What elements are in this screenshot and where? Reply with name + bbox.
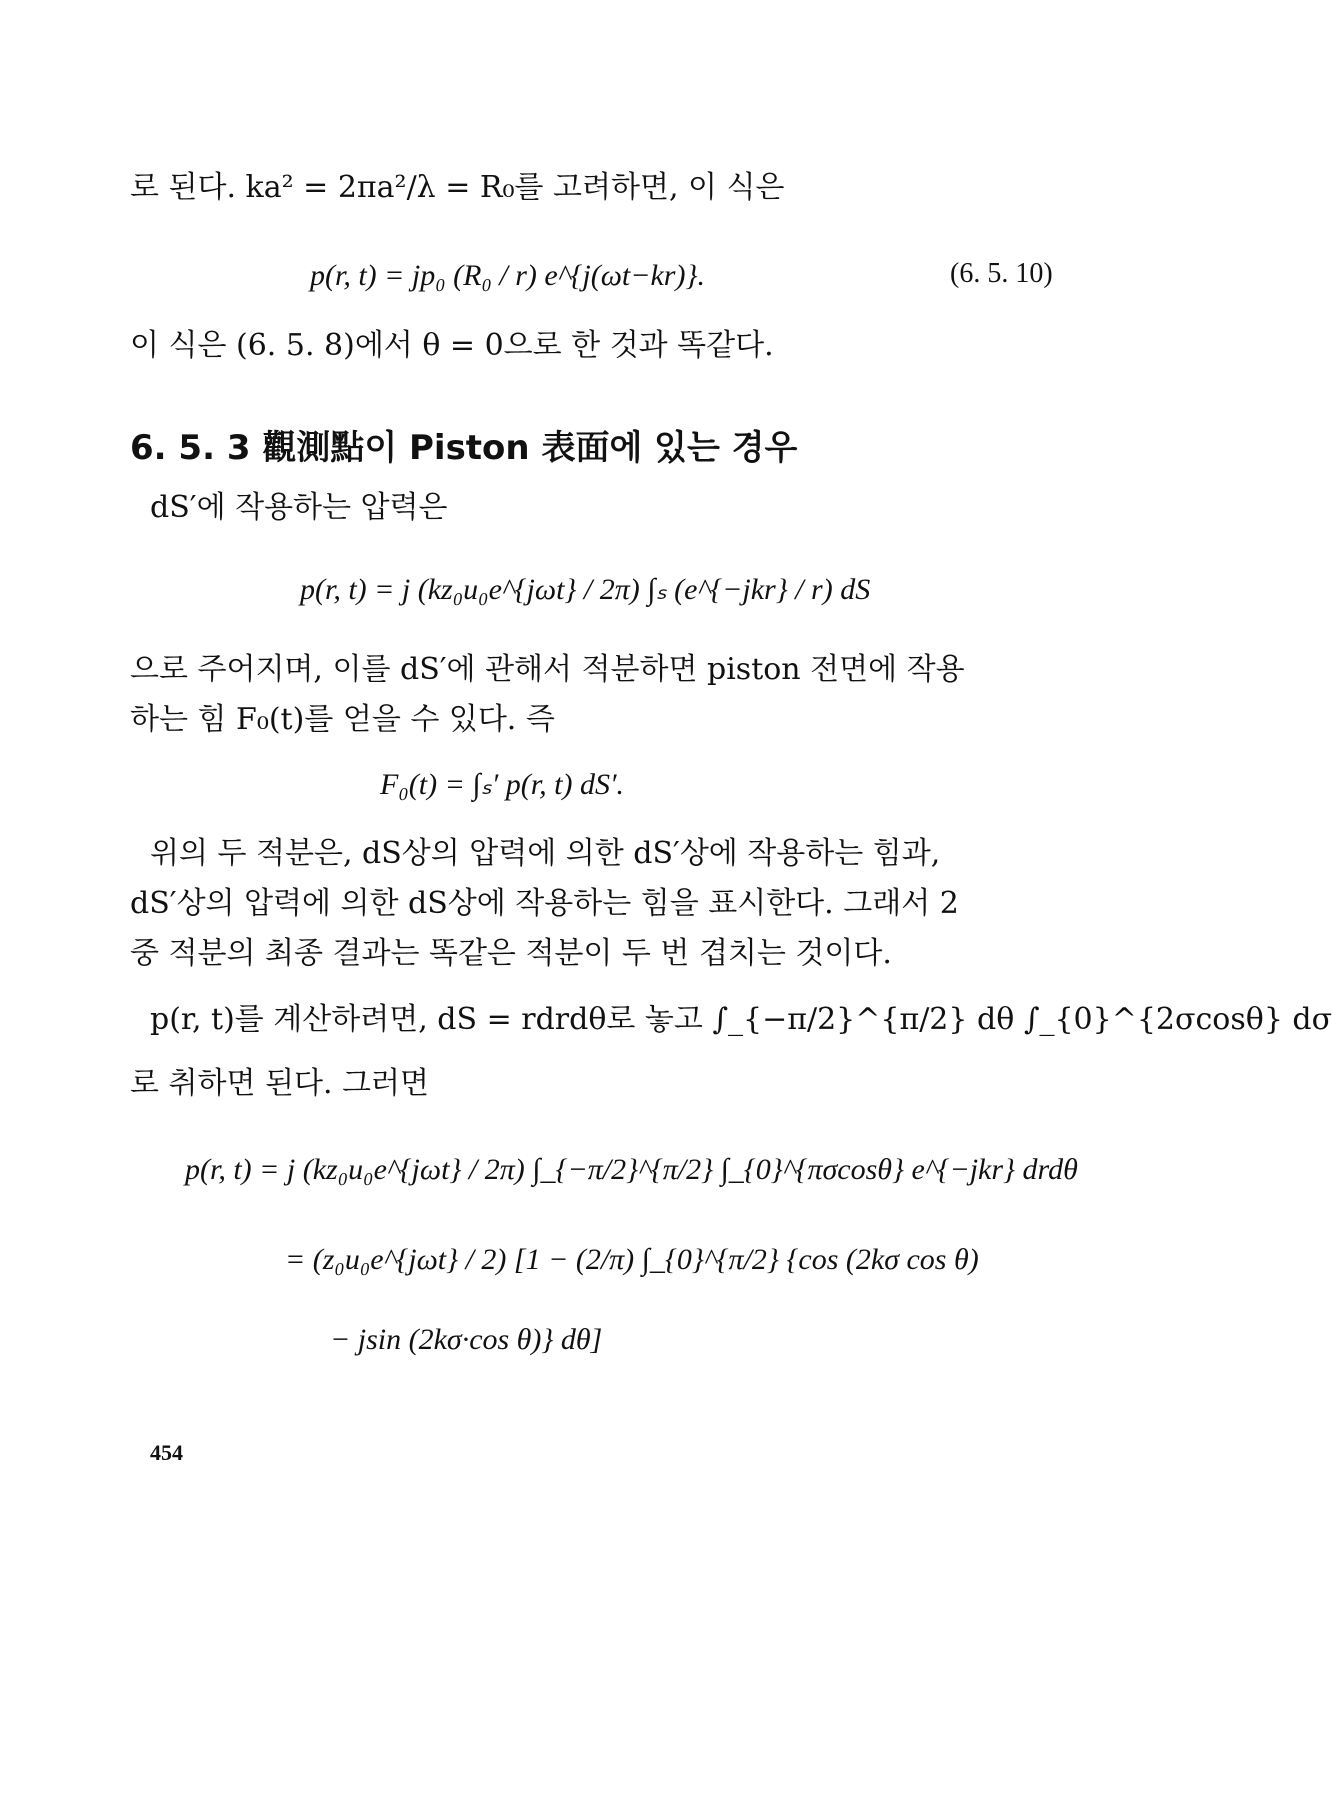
text-line-6: 위의 두 적분은, dS상의 압력에 의한 dS′상에 작용하는 힘과, [150,836,941,871]
text-line-4: 으로 주어지며, 이를 dS′에 관해서 적분하면 piston 전면에 작용 [130,652,965,687]
page-number: 454 [150,1440,183,1465]
equation-integral-a: p(r, t) = j (kz₀u₀e^{jωt} / 2π) ∫_{−π/2}^{π/2} ∫_{0}^{πσcosθ} e^{−jkr} drdθ [185,1153,1078,1186]
equation-pressure: p(r, t) = j (kz₀u₀e^{jωt} / 2π) ∫ₛ (e^{−jkr} / r) dS [300,573,871,606]
equation-integral-b: = (z₀u₀e^{jωt} / 2) [1 − (2/π) ∫_{0}^{π/2} {cos (2kσ cos θ) [285,1243,979,1276]
text-line-5: 하는 힘 F₀(t)를 얻을 수 있다. 즉 [130,702,555,737]
text-line-1: 로 된다. ka² = 2πa²/λ = R₀를 고려하면, 이 식은 [130,170,785,205]
equation-number: (6. 5. 10) [950,258,1053,289]
text-line-10: 로 취하면 된다. 그러면 [130,1066,429,1101]
section-heading: 6. 5. 3 觀測點이 Piston 表面에 있는 경우 [130,428,798,468]
text-line-2: 이 식은 (6. 5. 8)에서 θ = 0으로 한 것과 똑같다. [130,328,774,363]
equation-force: F₀(t) = ∫ₛ′ p(r, t) dS′. [380,768,625,801]
text-line-3: dS′에 작용하는 압력은 [150,490,448,525]
equation-integral-c: − jsin (2kσ·cos θ)} dθ] [330,1323,603,1356]
text-line-7: dS′상의 압력에 의한 dS상에 작용하는 힘을 표시한다. 그래서 2 [130,886,959,921]
text-line-9: p(r, t)를 계산하려면, dS = rdrdθ로 놓고 ∫_{−π/2}^{π/2} dθ ∫_{0}^{2σcosθ} dσ [150,1002,1332,1037]
equation-6-5-10: p(r, t) = jp₀ (R₀ / r) e^{j(ωt−kr)}. [310,259,705,292]
text-line-8: 중 적분의 최종 결과는 똑같은 적분이 두 번 겹치는 것이다. [130,936,892,971]
